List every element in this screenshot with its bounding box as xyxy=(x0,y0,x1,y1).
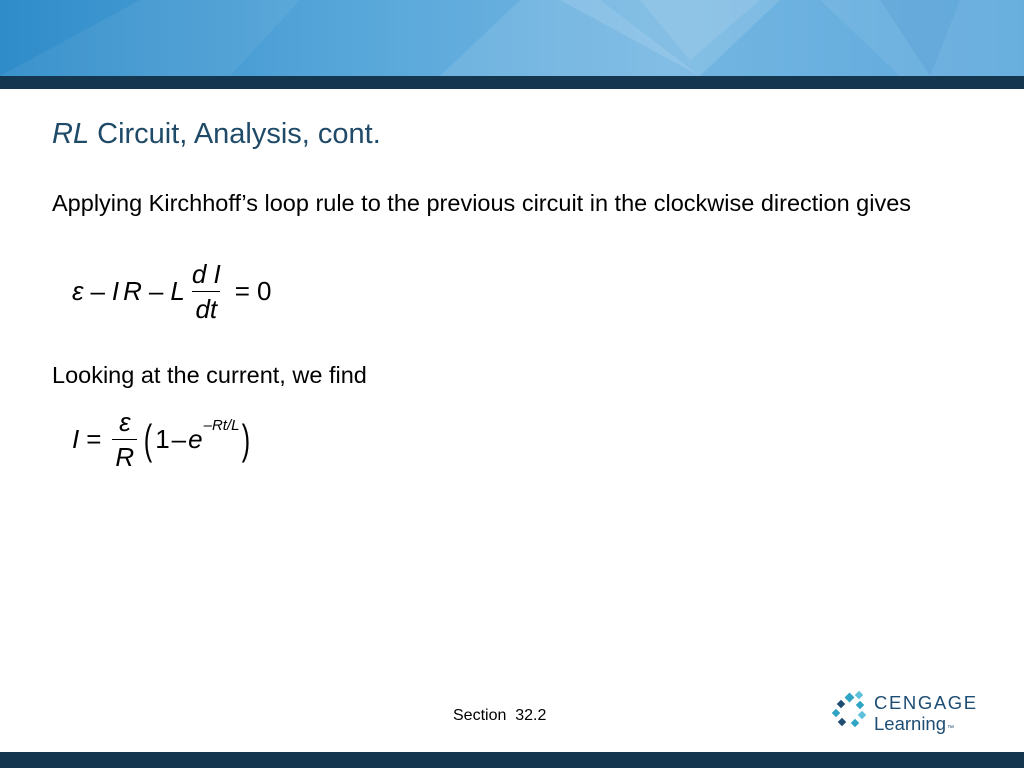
one-term: 1 xyxy=(155,424,170,454)
fraction-numerator: ε xyxy=(119,407,131,437)
header-rule xyxy=(0,76,1024,89)
header-banner xyxy=(0,0,1024,76)
fraction-denominator: dt xyxy=(192,291,220,324)
derivative-fraction xyxy=(189,259,224,324)
equals-sign: = xyxy=(234,276,250,306)
emf-over-r-fraction xyxy=(112,407,137,472)
kirchhoff-paragraph: Applying Kirchhoff’s loop rule to the previous circuit in the clockwise direction gives xyxy=(52,190,912,216)
minus-sign: – xyxy=(148,276,164,306)
fraction-numerator: d I xyxy=(191,259,221,289)
exponential-base: e xyxy=(188,424,203,454)
logo-text-learning-word: Learning xyxy=(874,713,947,734)
current-paragraph: Looking at the current, we find xyxy=(52,362,367,388)
fraction-denominator: R xyxy=(112,439,137,472)
current-equation xyxy=(72,407,253,472)
inductance-symbol: L xyxy=(170,276,185,306)
minus-sign: – xyxy=(171,424,187,454)
exponent xyxy=(204,417,240,434)
current-symbol: I xyxy=(111,276,120,306)
slide-title-italic: RL xyxy=(52,118,90,150)
loop-equation xyxy=(72,259,271,324)
open-paren: ( xyxy=(144,415,153,463)
banner-decoration xyxy=(0,0,1024,76)
cengage-mark-icon xyxy=(832,690,872,736)
logo-text-learning xyxy=(874,713,954,735)
slide-title-text: Circuit, Analysis, cont. xyxy=(89,118,381,150)
exponent-text: –Rt/L xyxy=(203,417,240,434)
resistance-symbol: R xyxy=(123,276,142,306)
slide-title xyxy=(52,118,381,151)
equation-rhs: 0 xyxy=(256,276,272,306)
cengage-learning-logo xyxy=(832,690,982,738)
footer-bar xyxy=(0,752,1024,768)
close-paren: ) xyxy=(242,415,251,463)
emf-symbol: ε xyxy=(72,276,84,306)
trademark-symbol: ™ xyxy=(947,725,955,732)
logo-text-cengage: CENGAGE xyxy=(874,692,978,713)
minus-sign: – xyxy=(90,276,105,306)
current-symbol: I xyxy=(72,424,80,454)
section-label: Section 32.2 xyxy=(453,707,547,724)
equals-sign: = xyxy=(86,424,102,454)
